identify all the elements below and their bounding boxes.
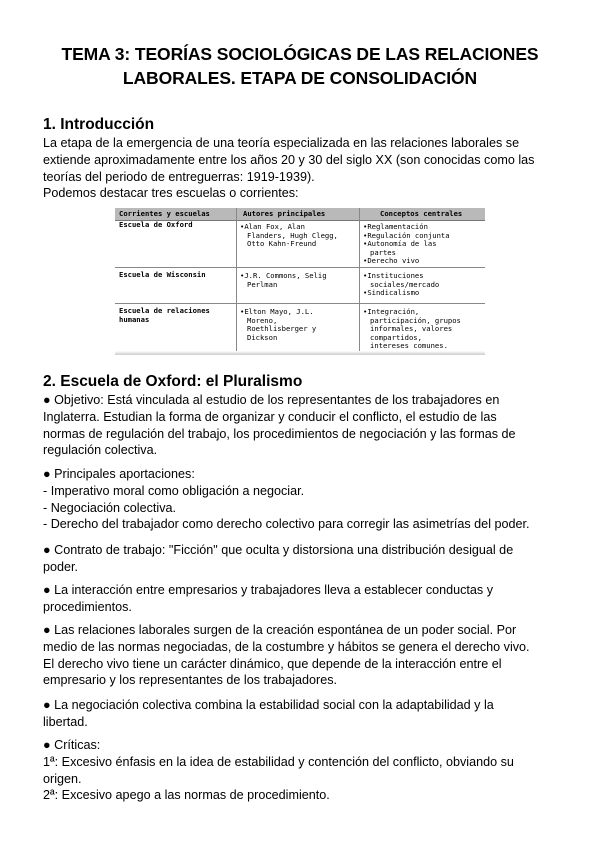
cell-line: •Sindicalismo xyxy=(363,288,420,298)
document-title xyxy=(30,42,570,90)
table-cell-school xyxy=(119,221,193,230)
text-line: extiende aproximadamente entre los años 20 y 30 del siglo XX (son conocidas como las xyxy=(43,152,535,167)
text-line: ● Las relaciones laborales surgen de la creación espontánea de un poder social. Por xyxy=(43,623,517,637)
cell-line: •Autonomía de las xyxy=(363,239,437,249)
text-line: - Negociación colectiva. xyxy=(43,500,176,515)
text-line: poder. xyxy=(43,559,79,574)
cell-line: Escuela de Oxford xyxy=(119,220,193,229)
table-bottom-shadow xyxy=(115,351,485,355)
cell-line: intereses comunes. xyxy=(370,341,448,351)
text-line: teorías del periodo de entreguerras: 1919-1939). xyxy=(43,169,315,184)
cell-line: •Elton Mayo, J.L. xyxy=(240,307,314,316)
cell-line: Escuela de relaciones xyxy=(119,306,210,315)
text-line: La etapa de la emergencia de una teoría especializada en las relaciones laborales se xyxy=(43,136,520,150)
text-line: Podemos destacar tres escuelas o corrientes: xyxy=(43,186,299,201)
table-cell-authors xyxy=(240,272,327,289)
text-line: 2ª: Excesivo apego a las normas de procedimiento. xyxy=(43,788,330,803)
cell-line: Otto Kahn-Freund xyxy=(247,239,317,249)
title-line-1: TEMA 3: TEORÍAS SOCIOLÓGICAS DE LAS RELACIONES xyxy=(61,44,539,64)
text-line: ● La interacción entre empresarios y trabajadores lleva a establecer conductas y xyxy=(43,583,494,597)
cell-line: participación, grupos xyxy=(370,315,461,325)
table-cell-school xyxy=(119,271,206,280)
cell-line: humanas xyxy=(119,314,150,324)
table-cell-concepts xyxy=(363,223,450,266)
column-divider xyxy=(236,208,237,355)
table-cell-concepts xyxy=(363,272,439,298)
section-heading-introduccion: 1. Introducción xyxy=(43,116,155,133)
title-line-2: LABORALES. ETAPA DE CONSOLIDACIÓN xyxy=(122,68,478,88)
text-line: - Imperativo moral como obligación a negociar. xyxy=(43,483,305,498)
cell-line: •Alan Fox, Alan xyxy=(240,222,305,231)
text-line: normas de regulación del trabajo, los procedimientos de negociación y las formas de xyxy=(43,426,516,441)
text-line: empresario y los representantes de los trabajadores. xyxy=(43,673,338,688)
text-line: ● Críticas: xyxy=(43,738,101,752)
text-line: ● Contrato de trabajo: "Ficción" que oculta y distorsiona una distribución desigual de xyxy=(43,543,514,557)
oxford-objetivo-block xyxy=(43,392,563,459)
text-line: ● La negociación colectiva combina la estabilidad social con la adaptabilidad y la xyxy=(43,698,494,712)
cell-line: Flanders, Hugh Clegg, xyxy=(247,230,338,240)
column-header: Corrientes y escuelas xyxy=(119,209,210,218)
cell-line: •Integración, xyxy=(363,307,420,316)
row-divider xyxy=(115,267,485,268)
table-cell-authors xyxy=(240,308,316,342)
cell-line: •J.R. Commons, Selig xyxy=(240,271,327,280)
text-line: origen. xyxy=(43,771,82,786)
cell-line: Dickson xyxy=(247,332,278,342)
table-cell-school xyxy=(119,307,210,324)
text-line: ● Objetivo: Está vinculada al estudio de los representantes de los trabajadores en xyxy=(43,393,500,407)
text-line: procedimientos. xyxy=(43,599,132,614)
cell-line: partes xyxy=(370,247,396,257)
oxford-negociacion-block xyxy=(43,697,563,731)
oxford-relaciones-block xyxy=(43,622,563,689)
text-line: Inglaterra. Estudian la forma de organizar y conducir el conflicto, el estudio de las xyxy=(43,409,497,424)
cell-line: Roethlisberger y xyxy=(247,324,317,334)
text-line: libertad. xyxy=(43,714,88,729)
oxford-criticas-block xyxy=(43,737,563,804)
cell-line: Perlman xyxy=(247,279,278,289)
table-cell-authors xyxy=(240,223,338,249)
oxford-aportaciones-block xyxy=(43,466,563,533)
text-line: - Derecho del trabajador como derecho colectivo para corregir las asimetrías del poder. xyxy=(43,517,530,532)
section-heading-oxford: 2. Escuela de Oxford: el Pluralismo xyxy=(43,373,303,390)
table-cell-concepts xyxy=(363,308,461,351)
text-line: medio de las normas negociadas, de la costumbre y hábitos se genera el derecho vivo. xyxy=(43,639,530,654)
cell-line: •Instituciones xyxy=(363,271,424,280)
cell-line: informales, valores xyxy=(370,324,453,334)
column-header: Conceptos centrales xyxy=(380,209,463,218)
oxford-contrato-block xyxy=(43,542,563,576)
cell-line: •Derecho vivo xyxy=(363,256,420,266)
text-line: El derecho vivo tiene un carácter dinámico, que depende de la interacción entre el xyxy=(43,656,502,671)
text-line: ● Principales aportaciones: xyxy=(43,467,195,481)
cell-line: Moreno, xyxy=(247,315,278,325)
column-divider xyxy=(359,208,360,355)
row-divider xyxy=(115,303,485,304)
oxford-interaccion-block xyxy=(43,582,563,616)
cell-line: •Reglamentación xyxy=(363,222,428,231)
cell-line: Escuela de Wisconsin xyxy=(119,270,206,279)
cell-line: compartidos, xyxy=(370,332,422,342)
text-line: 1ª: Excesivo énfasis en la idea de estabilidad y contención del conflicto, obviando su xyxy=(43,754,514,769)
schools-table xyxy=(115,208,485,355)
text-line: regulación colectiva. xyxy=(43,443,158,458)
cell-line: •Regulación conjunta xyxy=(363,230,450,240)
cell-line: sociales/mercado xyxy=(370,279,440,289)
column-header: Autores principales xyxy=(243,209,326,218)
intro-paragraph xyxy=(43,135,563,202)
